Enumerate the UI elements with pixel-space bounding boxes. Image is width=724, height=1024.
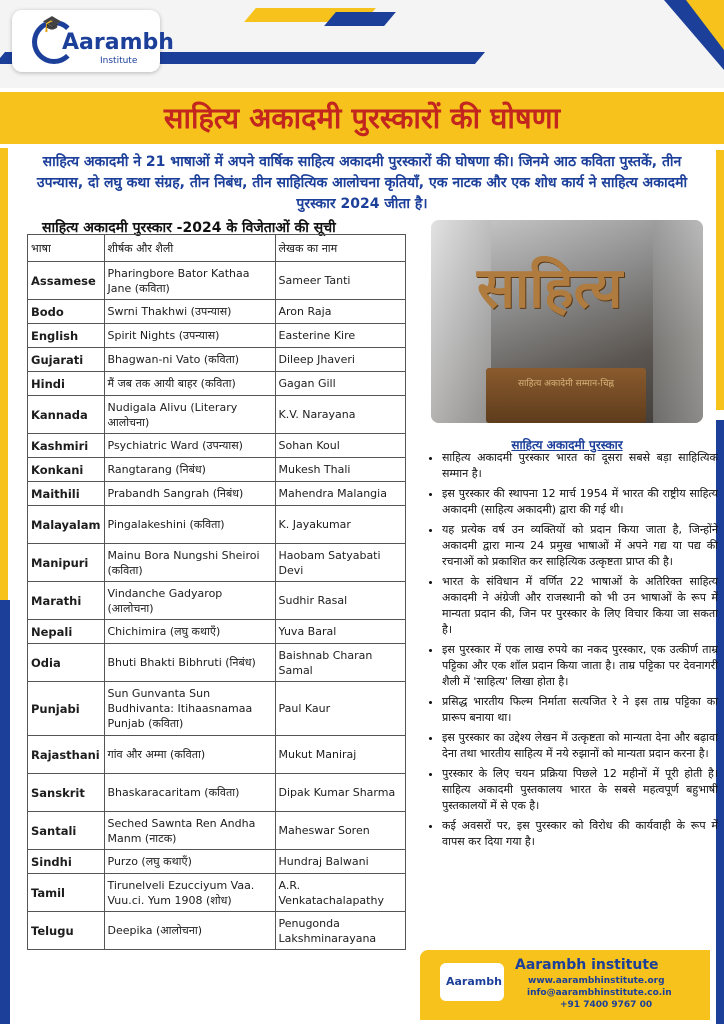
title-cell: Nudigala Alivu (Literary आलोचना): [104, 396, 275, 434]
language-cell: Manipuri: [28, 544, 105, 582]
title-cell: Purzo (लघु कथाएँ): [104, 850, 275, 874]
language-cell: Kashmiri: [28, 434, 105, 458]
author-cell: Dipak Kumar Sharma: [275, 774, 406, 812]
intro-paragraph: साहित्य अकादमी ने 21 भाषाओं में अपने वार्षिक साहित्य अकादमी पुरस्कारों की घोषणा की। जिनमे आठ कविता पुस्तकें, तीन उपन्यास, दो लघु कथा संग्रह, तीन निबंध, तीन साहित्यिक आलोचना कृतियाँ, एक नाटक और एक शोध कार्य ने साहित्य अकादमी पुरस्कार 2024 जीता है।: [36, 154, 688, 212]
language-cell: Santali: [28, 812, 105, 850]
author-cell: Mahendra Malangia: [275, 482, 406, 506]
table-row: [28, 262, 406, 300]
corner-decoration: [686, 0, 724, 50]
info-point: • भारत के संविधान में वर्णित 22 भाषाओं के अतिरिक्त साहित्य अकादमी ने अंग्रेजी और राजस्थानी को भी उन भाषाओं के रूप में मान्यता प्रदान की, जिन पर पुरस्कार के लिए विचार किया जा सकता है।: [442, 574, 718, 638]
logo-subtitle: Institute: [100, 56, 138, 66]
author-cell: Penugonda Lakshminarayana: [275, 912, 406, 950]
language-cell: Gujarati: [28, 348, 105, 372]
table-header-row: [28, 235, 406, 262]
title-cell: Bhuti Bhakti Bibhruti (निबंध): [104, 644, 275, 682]
author-cell: Mukesh Thali: [275, 458, 406, 482]
trophy-photo: [431, 220, 703, 423]
language-cell: Marathi: [28, 582, 105, 620]
language-cell: Tamil: [28, 874, 105, 912]
table-row: [28, 482, 406, 506]
column-header-title: शीर्षक और शैली: [104, 235, 275, 262]
table-row: [28, 300, 406, 324]
language-cell: Sindhi: [28, 850, 105, 874]
side-bar: [0, 148, 8, 668]
author-cell: Gagan Gill: [275, 372, 406, 396]
table-row: [28, 774, 406, 812]
graduation-cap-icon: 🎓: [42, 14, 62, 33]
table-row: [28, 582, 406, 620]
table-row: [28, 396, 406, 434]
winners-list-title: साहित्य अकादमी पुरस्कार -2024 के विजेताओं की सूची: [42, 220, 336, 236]
table-row: [28, 644, 406, 682]
winners-table: [27, 234, 406, 950]
footer-website-link[interactable]: www.aarambhinstitute.org: [528, 976, 665, 986]
author-cell: Sudhir Rasal: [275, 582, 406, 620]
footer-email-link[interactable]: info@aarambhinstitute.co.in: [527, 988, 672, 998]
info-point: • इस पुरस्कार की स्थापना 12 मार्च 1954 में भारत की राष्ट्रीय साहित्य अकादमी (साहित्य अकादमी) द्वारा की गई थी।: [442, 486, 718, 518]
table-row: [28, 620, 406, 644]
photo-background: [653, 220, 703, 423]
author-cell: Aron Raja: [275, 300, 406, 324]
logo-name: Aarambh: [62, 30, 174, 55]
language-cell: Nepali: [28, 620, 105, 644]
author-cell: Dileep Jhaveri: [275, 348, 406, 372]
title-cell: Pingalakeshini (कविता): [104, 506, 275, 544]
title-cell: Spirit Nights (उपन्यास): [104, 324, 275, 348]
author-cell: Mukut Maniraj: [275, 736, 406, 774]
title-cell: Vindanche Gadyarop (आलोचना): [104, 582, 275, 620]
language-cell: Odia: [28, 644, 105, 682]
trophy-plinth: [486, 368, 646, 423]
side-bar: [716, 150, 724, 410]
author-cell: Maheswar Soren: [275, 812, 406, 850]
table-row: [28, 506, 406, 544]
info-list: [428, 450, 718, 854]
language-cell: Sanskrit: [28, 774, 105, 812]
author-cell: A.R. Venkatachalapathy: [275, 874, 406, 912]
language-cell: Telugu: [28, 912, 105, 950]
language-cell: English: [28, 324, 105, 348]
author-cell: Easterine Kire: [275, 324, 406, 348]
table-row: [28, 544, 406, 582]
footer-logo-text: Aarambh: [446, 975, 502, 988]
info-point: • कई अवसरों पर, इस पुरस्कार को विरोध की कार्यवाही के रूप में वापस कर दिया गया है।: [442, 818, 718, 850]
language-cell: Assamese: [28, 262, 105, 300]
plinth-text: साहित्य अकादेमी सम्मान-चिह्न: [517, 379, 615, 389]
title-cell: Swrni Thakhwi (उपन्यास): [104, 300, 275, 324]
info-point: • साहित्य अकादमी पुरस्कार भारत का दूसरा सबसे बड़ा साहित्यिक सम्मान है।: [442, 450, 718, 482]
table-row: [28, 458, 406, 482]
table-row: [28, 682, 406, 736]
title-cell: Sun Gunvanta Sun Budhivanta: Itihaasnamaa Punjab (कविता): [104, 682, 275, 736]
language-cell: Kannada: [28, 396, 105, 434]
author-cell: Sameer Tanti: [275, 262, 406, 300]
info-point: • पुरस्कार के लिए चयन प्रक्रिया पिछले 12 महीनों में पूरी होती है। साहित्य अकादमी पुस्तकालय भारत के सबसे महत्वपूर्ण बहुभाषी पुस्तकालयों में से एक है।: [442, 766, 718, 814]
footer-phone: +91 7400 9767 00: [560, 1000, 653, 1010]
table-row: [28, 874, 406, 912]
title-cell: Mainu Bora Nungshi Sheiroi (कविता): [104, 544, 275, 582]
info-point: • इस पुरस्कार का उद्देश्य लेखन में उत्कृष्टता को मान्यता देना और बढ़ावा देना तथा भारतीय साहित्य में नये रुझानों को मान्यता प्रदान करना है।: [442, 730, 718, 762]
author-cell: K. Jayakumar: [275, 506, 406, 544]
footer-institute-name: Aarambh institute: [515, 957, 659, 973]
language-cell: Malayalam: [28, 506, 105, 544]
language-cell: Konkani: [28, 458, 105, 482]
title-cell: Rangtarang (निबंध): [104, 458, 275, 482]
author-cell: Sohan Koul: [275, 434, 406, 458]
table-row: [28, 912, 406, 950]
page-title: साहित्य अकादमी पुरस्कारों की घोषणा: [163, 101, 561, 135]
column-header-author: लेखक का नाम: [275, 235, 406, 262]
table-row: [28, 812, 406, 850]
trophy-text: साहित्य: [477, 256, 623, 321]
aarambh-logo: [12, 10, 174, 72]
author-cell: Haobam Satyabati Devi: [275, 544, 406, 582]
title-cell: मैं जब तक आयी बाहर (कविता): [104, 372, 275, 396]
title-cell: Bhaskaracaritam (कविता): [104, 774, 275, 812]
info-point: • प्रसिद्ध भारतीय फिल्म निर्माता सत्यजित रे ने इस ताम्र पट्टिका का प्रारूप बनाया था।: [442, 694, 718, 726]
author-cell: K.V. Narayana: [275, 396, 406, 434]
author-cell: Hundraj Balwani: [275, 850, 406, 874]
language-cell: Hindi: [28, 372, 105, 396]
language-cell: Maithili: [28, 482, 105, 506]
side-bar: [0, 600, 10, 1024]
title-cell: Prabandh Sangrah (निबंध): [104, 482, 275, 506]
author-cell: Paul Kaur: [275, 682, 406, 736]
title-cell: Seched Sawnta Ren Andha Manm (नाटक): [104, 812, 275, 850]
info-heading: साहित्य अकादमी पुरस्कार: [511, 438, 623, 452]
info-point: • यह प्रत्येक वर्ष उन व्यक्तियों को प्रदान किया जाता है, जिन्होंने अकादमी द्वारा मान्य 24 प्रमुख भाषाओं में अपने गद्य या पद्य की रचनाओं को प्रकाशित कर साहित्यिक उत्कृष्टता प्राप्त की है।: [442, 522, 718, 570]
title-cell: Tirunelveli Ezucciyum Vaa. Vuu.ci. Yum 1908 (शोध): [104, 874, 275, 912]
table-row: [28, 348, 406, 372]
language-cell: Punjabi: [28, 682, 105, 736]
table-row: [28, 372, 406, 396]
info-point: • इस पुरस्कार में एक लाख रुपये का नकद पुरस्कार, एक उत्कीर्ण ताम्र पट्टिका और एक शॉल प्रदान किया जाता है। ताम्र पट्टिका पर देवनागरी शैली में 'साहित्य' लिखा होता है।: [442, 642, 718, 690]
table-row: [28, 850, 406, 874]
language-cell: Bodo: [28, 300, 105, 324]
title-cell: Psychiatric Ward (उपन्यास): [104, 434, 275, 458]
table-row: [28, 324, 406, 348]
title-cell: Pharingbore Bator Kathaa Jane (कविता): [104, 262, 275, 300]
title-cell: Bhagwan-ni Vato (कविता): [104, 348, 275, 372]
language-cell: Rajasthani: [28, 736, 105, 774]
table-row: [28, 736, 406, 774]
table-row: [28, 434, 406, 458]
author-cell: Baishnab Charan Samal: [275, 644, 406, 682]
author-cell: Yuva Baral: [275, 620, 406, 644]
title-cell: गांव और अम्मा (कविता): [104, 736, 275, 774]
title-cell: Chichimira (लघु कथाएँ): [104, 620, 275, 644]
column-header-language: भाषा: [28, 235, 105, 262]
header-stripe: [324, 12, 396, 26]
title-cell: Deepika (आलोचना): [104, 912, 275, 950]
